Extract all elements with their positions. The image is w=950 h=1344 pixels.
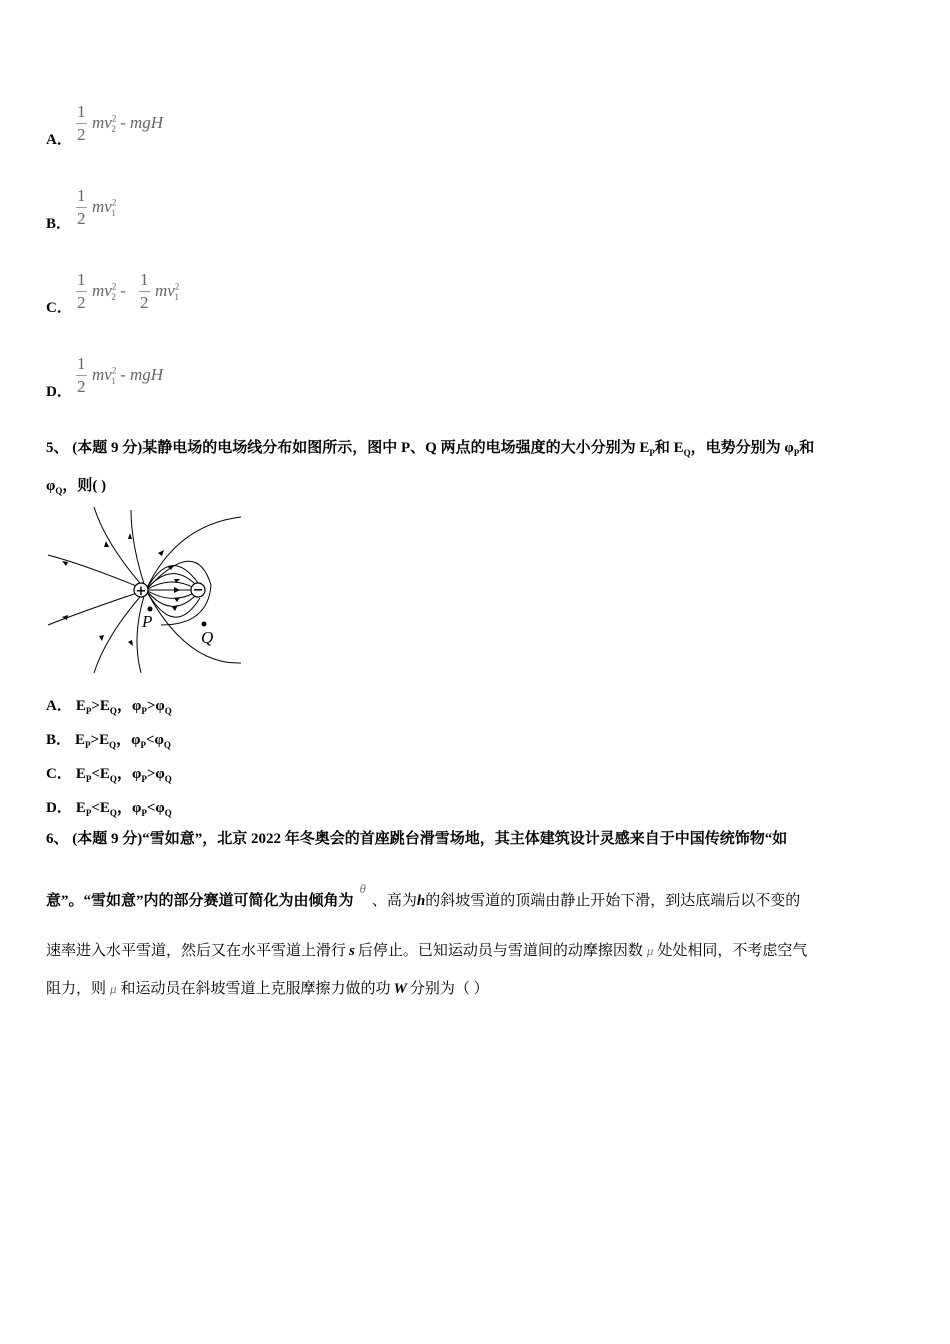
fraction: $\frac{1}{2}$: [140, 270, 149, 312]
q6-stem-line2: 意”。“雪如意”内的部分赛道可简化为由倾角为θ、高为h的斜坡雪道的顶端由静止开始下滑，到达底端后以不变的: [46, 881, 801, 909]
formula-text: $mv^2_2$ - mgH: [92, 113, 164, 135]
question-header: (本题 9 分): [72, 440, 143, 456]
question-number: 6、: [46, 831, 69, 847]
label-q: Q: [201, 628, 214, 647]
option-label: B．: [46, 216, 72, 232]
q6-stem-line3: 速率进入水平雪道，然后又在水平雪道上滑行 s 后停止。已知运动员与雪道间的动摩擦因数 μ 处处相同，不考虑空气: [46, 943, 808, 959]
q5-option-c[interactable]: C． $E_P<E_Q$，$\varphi_P>\varphi_Q$: [46, 766, 172, 784]
q5-stem-line1: 5、 (本题 9 分)某静电场的电场线分布如图所示，图中 P、Q 两点的电场强度的大小分别为 $E_P$和 $E_Q$，电势分别为 $\varphi_P$和: [46, 440, 815, 458]
formula-text: $mv^2_1$: [155, 281, 180, 303]
field-line: [137, 590, 146, 673]
fraction: $\frac{1}{2}$: [77, 270, 86, 312]
mu-symbol: μ: [110, 981, 117, 996]
q5-option-a[interactable]: A． $E_P>E_Q$，$\varphi_P>\varphi_Q$: [46, 698, 172, 716]
point-q: [202, 622, 207, 627]
q6-stem-line1: 6、 (本题 9 分)“雪如意”，北京 2022 年冬奥会的首座跳台滑雪场地，其主体建筑设计灵感来自于中国传统饰物“如: [46, 831, 788, 847]
formula-text: $mv^2_1$ - mgH: [92, 365, 164, 387]
svg-text:−: −: [192, 583, 204, 598]
question-header: (本题 9 分): [72, 831, 143, 847]
q6-stem-line4: 阻力，则 μ 和运动员在斜坡雪道上克服摩擦力做的功 W 分别为（ ）: [46, 981, 489, 997]
field-line: [146, 590, 241, 663]
q5-option-b[interactable]: B． $E_P>E_Q$，$\varphi_P<\varphi_Q$: [46, 732, 171, 750]
formula-text: $mv^2_1$: [92, 197, 117, 219]
option-label: C．: [46, 300, 72, 316]
point-p: [148, 607, 153, 612]
electric-field-figure: [46, 505, 246, 677]
fraction: $\frac{1}{2}$: [77, 354, 86, 396]
q5-stem-line2: $\varphi_Q$，则( ): [46, 478, 107, 496]
option-label: D．: [46, 384, 72, 400]
svg-text:+: +: [135, 584, 147, 599]
question-number: 5、: [46, 440, 69, 456]
field-line: [94, 507, 146, 590]
option-label: A．: [46, 132, 72, 148]
theta-symbol: θ: [359, 881, 366, 896]
q5-option-d[interactable]: D． $E_P<E_Q$，$\varphi_P<\varphi_Q$: [46, 800, 172, 818]
mu-symbol: μ: [646, 943, 654, 958]
fraction: $\frac{1}{2}$: [77, 102, 86, 144]
label-p: P: [142, 612, 153, 631]
formula-text: $mv^2_2$ -: [92, 281, 126, 303]
fraction: $\frac{1}{2}$: [77, 186, 86, 228]
field-line: [131, 510, 146, 590]
